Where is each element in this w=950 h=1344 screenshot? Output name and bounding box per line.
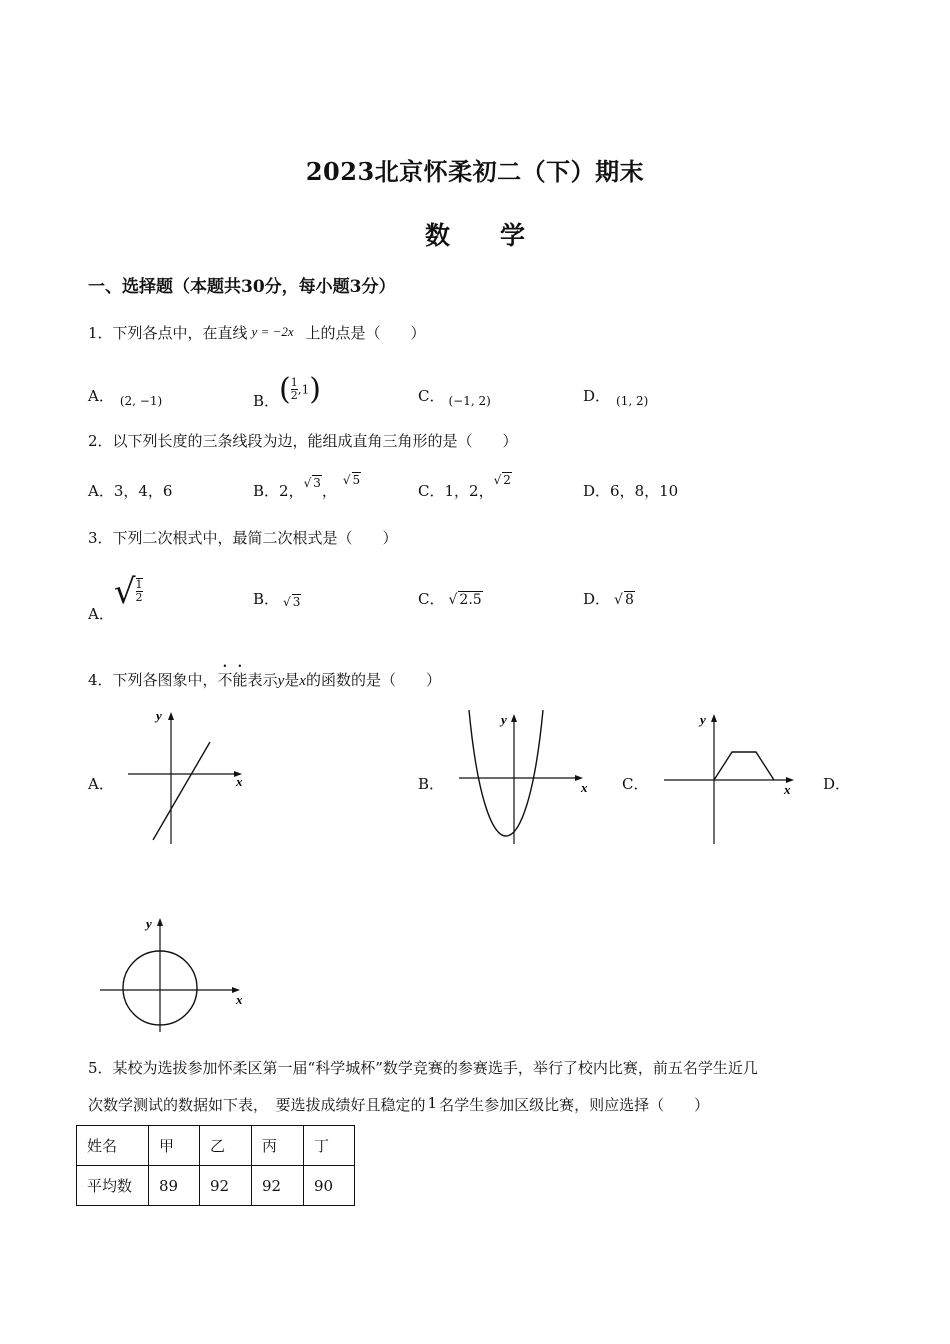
question-5-line-1: 5．某校为选拔参加怀柔区第一届“科学城杯”数学竞赛的参赛选手，举行了校内比赛，前五名学生近几 [88,1059,758,1077]
q3-option-b: B． √ 3 [253,590,301,609]
score-table [76,1125,355,1206]
q1-option-b: B．( $\frac{1}{2}$ ,1) [253,372,321,410]
q1-option-b-fraction: $\frac{1}{2}$ [290,376,298,402]
q3-option-d: D． √ 8 [583,590,634,608]
table-cell: 甲 [149,1126,200,1166]
q1-option-c-value: (−1, 2) [448,394,491,408]
q1-option-d: D． $_{(1, 2)}$ [583,387,649,408]
q4-graph-b [455,708,600,848]
q2-option-d: D．6，8，10 [583,482,679,500]
table-cell: 平均数 [77,1166,149,1206]
q2-option-c: C．1，2，√ 2 [418,473,511,500]
axis-label-y: y [501,712,507,727]
q3-option-a-fraction: $\frac{1}{2}$ [135,578,143,604]
table-cell: 乙 [200,1126,252,1166]
q4-graph-a [120,706,260,848]
q1-option-a: A． $_{(2, -1)}$ [88,387,163,408]
question-1 [88,322,426,343]
table-row [77,1166,355,1206]
q4-graph-d [96,912,256,1036]
parabola [469,710,543,836]
q4-graph-c [660,708,800,848]
q3-option-a: A．√ $\frac{1}{2}$ [88,572,143,623]
table-cell: 丁 [304,1126,355,1166]
q3-option-b-sqrt: √ 3 [283,595,301,609]
axis-label-x: x [236,774,243,789]
axis-label-y: y [156,708,162,723]
question-4: 4．下列各图象中，不能表示y是x的函数的是（ ） [88,671,441,689]
table-cell: 丙 [252,1126,304,1166]
q1-option-a-value: (2, −1) [119,394,163,408]
axis-label-y: y [700,712,706,727]
q3-option-d-sqrt: √ 8 [614,592,634,608]
q1-suffix: 上的点是（ ） [305,324,426,342]
q2-option-b-sqrt3: √ 3 [303,476,321,490]
q1-prefix: 1．下列各点中，在直线 [88,324,248,342]
axis-label-y: y [146,916,152,931]
table-cell: 姓名 [77,1126,149,1166]
q4-emphasis: 不能 [217,671,248,689]
table-cell: 92 [200,1166,252,1206]
question-5-line-2: 次数学测试的数据如下表， 要选拔成绩好且稳定的 1 名学生参加区级比赛，则应选择（ ） [88,1094,710,1114]
q1-option-d-value: (1, 2) [616,394,649,408]
q3-option-c: C． √ 2.5 [418,590,482,608]
q2-option-a: A．3，4，6 [88,482,173,500]
question-3: 3．下列二次根式中，最简二次根式是（ ） [88,529,398,547]
function-line [153,742,210,840]
q1-option-c: C． $_{(-1, 2)}$ [418,387,491,408]
q4-option-b-label: B． [418,775,445,793]
q2-option-c-sqrt2: √ 2 [493,473,511,487]
q4-option-a-label: A． [88,775,114,793]
table-cell: 90 [304,1166,355,1206]
question-2: 2．以下列长度的三条线段为边，能组成直角三角形的是（ ） [88,432,518,450]
q2-option-b: B．2，√ 3，√ 5 [253,473,361,500]
table-cell: 92 [252,1166,304,1206]
trapezoid-graph [714,752,774,780]
q4-option-c-label: C． [622,775,649,793]
page-title: 2023北京怀柔初二（下）期末 [305,157,645,186]
table-header-row [77,1126,355,1166]
q4-option-d-label: D． [823,775,851,793]
section-heading: 一、选择题（本题共30分，每小题3分） [88,277,396,297]
axis-label-x: x [784,782,791,797]
subject-title: 数 学 [424,221,525,250]
q3-option-c-sqrt: √ 2.5 [448,592,482,608]
axis-label-x: x [236,992,243,1007]
q2-option-b-sqrt5: √ 5 [342,473,361,487]
axis-label-x: x [581,780,588,795]
table-cell: 89 [149,1166,200,1206]
q1-equation: y = −2x [251,324,294,339]
